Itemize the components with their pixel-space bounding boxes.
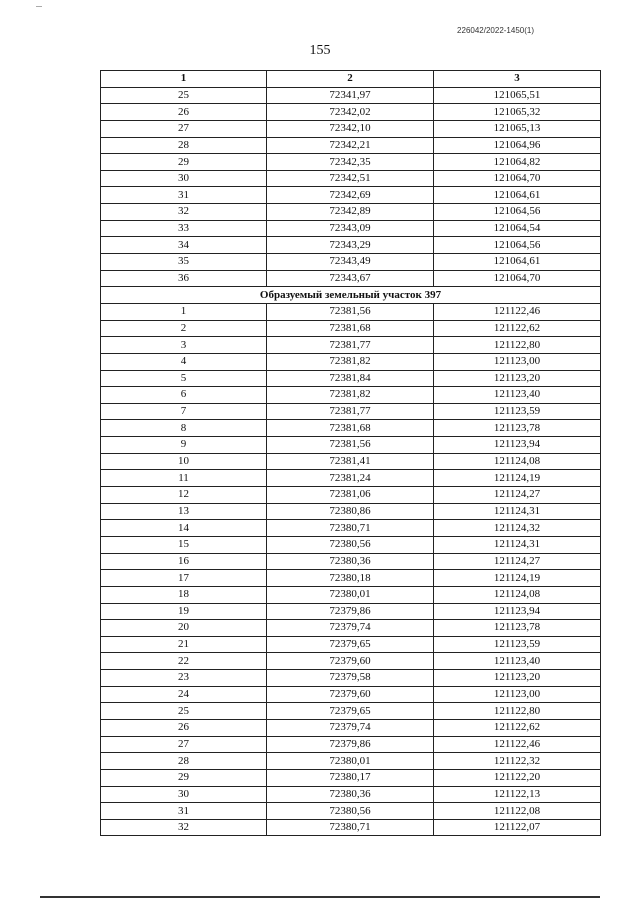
point-number: 22 <box>101 653 267 670</box>
point-number: 26 <box>101 719 267 736</box>
table-row <box>101 753 601 770</box>
y-coordinate: 121064,56 <box>434 204 601 221</box>
table-row <box>101 636 601 653</box>
y-coordinate: 121124,08 <box>434 453 601 470</box>
point-number: 24 <box>101 686 267 703</box>
point-number: 34 <box>101 237 267 254</box>
y-coordinate: 121064,54 <box>434 220 601 237</box>
y-coordinate: 121122,08 <box>434 803 601 820</box>
y-coordinate: 121122,20 <box>434 769 601 786</box>
table-row <box>101 220 601 237</box>
table-row <box>101 154 601 171</box>
header-col-2: 2 <box>267 71 434 88</box>
x-coordinate: 72380,56 <box>267 536 434 553</box>
x-coordinate: 72379,86 <box>267 603 434 620</box>
y-coordinate: 121122,80 <box>434 703 601 720</box>
y-coordinate: 121064,56 <box>434 237 601 254</box>
table-row <box>101 769 601 786</box>
x-coordinate: 72379,58 <box>267 670 434 687</box>
x-coordinate: 72342,21 <box>267 137 434 154</box>
y-coordinate: 121065,13 <box>434 120 601 137</box>
y-coordinate: 121123,78 <box>434 420 601 437</box>
table-row <box>101 536 601 553</box>
y-coordinate: 121124,08 <box>434 586 601 603</box>
table-row <box>101 370 601 387</box>
y-coordinate: 121124,19 <box>434 470 601 487</box>
x-coordinate: 72380,36 <box>267 553 434 570</box>
point-number: 26 <box>101 104 267 121</box>
x-coordinate: 72380,36 <box>267 786 434 803</box>
scan-mark <box>36 6 42 7</box>
point-number: 7 <box>101 403 267 420</box>
y-coordinate: 121123,94 <box>434 437 601 454</box>
y-coordinate: 121123,78 <box>434 620 601 637</box>
y-coordinate: 121122,07 <box>434 819 601 836</box>
point-number: 4 <box>101 353 267 370</box>
x-coordinate: 72380,71 <box>267 520 434 537</box>
y-coordinate: 121122,32 <box>434 753 601 770</box>
point-number: 3 <box>101 337 267 354</box>
table-row <box>101 786 601 803</box>
x-coordinate: 72381,56 <box>267 437 434 454</box>
x-coordinate: 72342,02 <box>267 104 434 121</box>
x-coordinate: 72380,86 <box>267 503 434 520</box>
x-coordinate: 72379,74 <box>267 620 434 637</box>
page-number: 155 <box>309 43 331 58</box>
x-coordinate: 72380,56 <box>267 803 434 820</box>
x-coordinate: 72381,06 <box>267 487 434 504</box>
header-col-3: 3 <box>434 71 601 88</box>
point-number: 20 <box>101 620 267 637</box>
header-col-1: 1 <box>101 71 267 88</box>
point-number: 6 <box>101 387 267 404</box>
point-number: 32 <box>101 204 267 221</box>
table-row <box>101 353 601 370</box>
table-row <box>101 104 601 121</box>
point-number: 35 <box>101 254 267 271</box>
x-coordinate: 72379,86 <box>267 736 434 753</box>
x-coordinate: 72381,77 <box>267 337 434 354</box>
table-row <box>101 620 601 637</box>
y-coordinate: 121123,20 <box>434 370 601 387</box>
point-number: 28 <box>101 137 267 154</box>
table-row <box>101 204 601 221</box>
table-row <box>101 703 601 720</box>
point-number: 21 <box>101 636 267 653</box>
y-coordinate: 121123,59 <box>434 636 601 653</box>
y-coordinate: 121123,40 <box>434 653 601 670</box>
table-header-row <box>101 71 601 88</box>
point-number: 8 <box>101 420 267 437</box>
section-row <box>101 287 601 304</box>
x-coordinate: 72379,60 <box>267 686 434 703</box>
y-coordinate: 121124,19 <box>434 570 601 587</box>
table-row <box>101 653 601 670</box>
document-number: 226042/2022-1450(1) <box>457 26 534 35</box>
point-number: 23 <box>101 670 267 687</box>
table-row <box>101 303 601 320</box>
point-number: 1 <box>101 303 267 320</box>
x-coordinate: 72343,29 <box>267 237 434 254</box>
x-coordinate: 72381,84 <box>267 370 434 387</box>
table-row <box>101 237 601 254</box>
y-coordinate: 121122,62 <box>434 719 601 736</box>
table-row <box>101 553 601 570</box>
x-coordinate: 72381,24 <box>267 470 434 487</box>
table-row <box>101 270 601 287</box>
x-coordinate: 72343,49 <box>267 254 434 271</box>
point-number: 28 <box>101 753 267 770</box>
y-coordinate: 121124,27 <box>434 487 601 504</box>
y-coordinate: 121123,40 <box>434 387 601 404</box>
table-row <box>101 453 601 470</box>
x-coordinate: 72381,68 <box>267 420 434 437</box>
point-number: 18 <box>101 586 267 603</box>
x-coordinate: 72342,89 <box>267 204 434 221</box>
table-row <box>101 387 601 404</box>
point-number: 29 <box>101 154 267 171</box>
x-coordinate: 72381,41 <box>267 453 434 470</box>
point-number: 33 <box>101 220 267 237</box>
point-number: 12 <box>101 487 267 504</box>
point-number: 2 <box>101 320 267 337</box>
x-coordinate: 72342,10 <box>267 120 434 137</box>
point-number: 32 <box>101 819 267 836</box>
table-row <box>101 437 601 454</box>
y-coordinate: 121123,59 <box>434 403 601 420</box>
x-coordinate: 72381,68 <box>267 320 434 337</box>
x-coordinate: 72343,67 <box>267 270 434 287</box>
point-number: 11 <box>101 470 267 487</box>
x-coordinate: 72380,18 <box>267 570 434 587</box>
table-row <box>101 819 601 836</box>
x-coordinate: 72342,69 <box>267 187 434 204</box>
coordinates-table <box>100 70 601 836</box>
x-coordinate: 72380,71 <box>267 819 434 836</box>
x-coordinate: 72381,56 <box>267 303 434 320</box>
x-coordinate: 72380,17 <box>267 769 434 786</box>
table-row <box>101 719 601 736</box>
y-coordinate: 121122,80 <box>434 337 601 354</box>
y-coordinate: 121122,46 <box>434 736 601 753</box>
point-number: 15 <box>101 536 267 553</box>
table-row <box>101 187 601 204</box>
y-coordinate: 121123,00 <box>434 686 601 703</box>
x-coordinate: 72381,82 <box>267 353 434 370</box>
table-row <box>101 736 601 753</box>
point-number: 17 <box>101 570 267 587</box>
y-coordinate: 121064,70 <box>434 270 601 287</box>
x-coordinate: 72379,65 <box>267 703 434 720</box>
point-number: 30 <box>101 786 267 803</box>
point-number: 13 <box>101 503 267 520</box>
y-coordinate: 121123,94 <box>434 603 601 620</box>
x-coordinate: 72379,60 <box>267 653 434 670</box>
x-coordinate: 72381,82 <box>267 387 434 404</box>
table-row <box>101 337 601 354</box>
table-row <box>101 520 601 537</box>
table-row <box>101 470 601 487</box>
y-coordinate: 121124,31 <box>434 536 601 553</box>
y-coordinate: 121122,13 <box>434 786 601 803</box>
point-number: 25 <box>101 703 267 720</box>
point-number: 36 <box>101 270 267 287</box>
table-row <box>101 670 601 687</box>
x-coordinate: 72380,01 <box>267 753 434 770</box>
table-row <box>101 120 601 137</box>
point-number: 31 <box>101 803 267 820</box>
y-coordinate: 121122,46 <box>434 303 601 320</box>
point-number: 25 <box>101 87 267 104</box>
table-row <box>101 137 601 154</box>
x-coordinate: 72343,09 <box>267 220 434 237</box>
y-coordinate: 121064,82 <box>434 154 601 171</box>
table-row <box>101 87 601 104</box>
point-number: 27 <box>101 736 267 753</box>
y-coordinate: 121064,61 <box>434 187 601 204</box>
point-number: 9 <box>101 437 267 454</box>
table-row <box>101 320 601 337</box>
x-coordinate: 72379,65 <box>267 636 434 653</box>
y-coordinate: 121123,20 <box>434 670 601 687</box>
x-coordinate: 72380,01 <box>267 586 434 603</box>
x-coordinate: 72379,74 <box>267 719 434 736</box>
y-coordinate: 121122,62 <box>434 320 601 337</box>
table-row <box>101 503 601 520</box>
x-coordinate: 72342,51 <box>267 170 434 187</box>
y-coordinate: 121064,96 <box>434 137 601 154</box>
table-row <box>101 570 601 587</box>
table-row <box>101 170 601 187</box>
table-row <box>101 803 601 820</box>
point-number: 31 <box>101 187 267 204</box>
table-row <box>101 686 601 703</box>
y-coordinate: 121065,51 <box>434 87 601 104</box>
point-number: 27 <box>101 120 267 137</box>
point-number: 5 <box>101 370 267 387</box>
table-row <box>101 420 601 437</box>
footer-line <box>40 896 600 898</box>
table-row <box>101 254 601 271</box>
point-number: 30 <box>101 170 267 187</box>
y-coordinate: 121064,70 <box>434 170 601 187</box>
table-row <box>101 487 601 504</box>
y-coordinate: 121124,31 <box>434 503 601 520</box>
y-coordinate: 121124,32 <box>434 520 601 537</box>
point-number: 16 <box>101 553 267 570</box>
x-coordinate: 72381,77 <box>267 403 434 420</box>
section-title: Образуемый земельный участок 397 <box>101 287 601 304</box>
point-number: 29 <box>101 769 267 786</box>
y-coordinate: 121065,32 <box>434 104 601 121</box>
y-coordinate: 121123,00 <box>434 353 601 370</box>
table-row <box>101 603 601 620</box>
y-coordinate: 121124,27 <box>434 553 601 570</box>
x-coordinate: 72341,97 <box>267 87 434 104</box>
point-number: 10 <box>101 453 267 470</box>
point-number: 19 <box>101 603 267 620</box>
x-coordinate: 72342,35 <box>267 154 434 171</box>
table-row <box>101 586 601 603</box>
table-row <box>101 403 601 420</box>
y-coordinate: 121064,61 <box>434 254 601 271</box>
point-number: 14 <box>101 520 267 537</box>
